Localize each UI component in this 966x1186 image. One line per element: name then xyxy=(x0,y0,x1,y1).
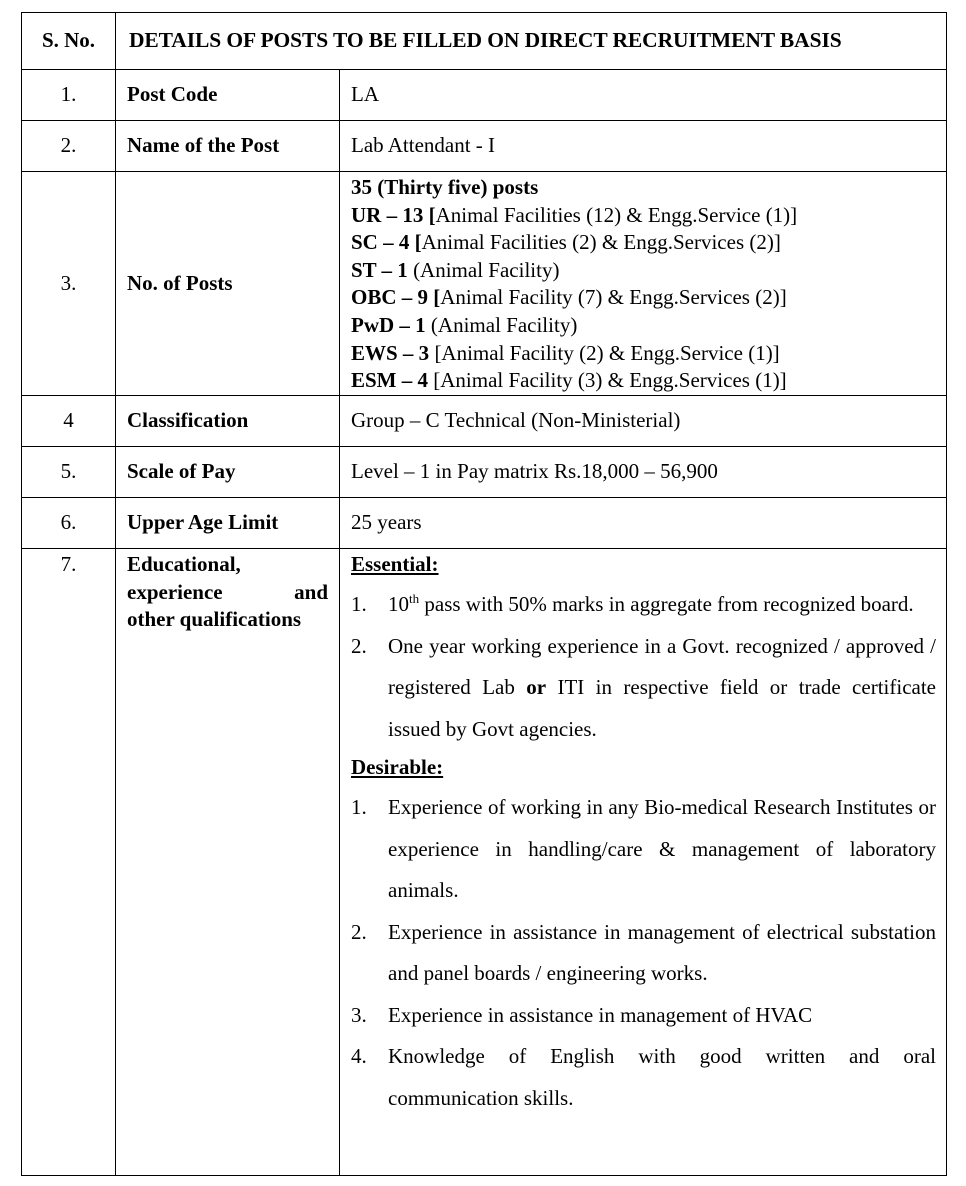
table-row xyxy=(22,121,947,172)
table-row xyxy=(22,172,947,396)
row-label: Scale of Pay xyxy=(116,447,340,498)
list-item: 1. Experience of working in any Bio-medical Research Institutes or experience in handling/care & management of laboratory animals. xyxy=(351,795,936,902)
row-number: 3. xyxy=(22,172,116,396)
row-number: 5. xyxy=(22,447,116,498)
list-item: 2. One year working experience in a Govt. recognized / approved / registered Lab or ITI in respective field or trade certificate issued by Govt agencies. xyxy=(351,633,936,741)
row-number: 4 xyxy=(22,396,116,447)
category-ur: UR – 13 [Animal Facilities (12) & Engg.Service (1)] xyxy=(351,202,798,227)
row-number: 6. xyxy=(22,498,116,549)
essential-list xyxy=(351,584,936,750)
category-ews: EWS – 3 [Animal Facility (2) & Engg.Service (1)] xyxy=(351,340,780,365)
table-row xyxy=(22,447,947,498)
row-label: Upper Age Limit xyxy=(116,498,340,549)
row-label: Post Code xyxy=(116,70,340,121)
row-value: 25 years xyxy=(340,498,947,549)
label-line-2: experience and xyxy=(127,579,328,604)
row-number: 2. xyxy=(22,121,116,172)
row-label: Educational, experience and other qualifications xyxy=(116,549,340,1176)
posts-breakdown xyxy=(340,172,947,396)
category-st: ST – 1 (Animal Facility) xyxy=(351,257,560,282)
list-item: 1. 10th pass with 50% marks in aggregate from recognized board. xyxy=(351,591,914,616)
table-row xyxy=(22,498,947,549)
list-item: 4. Knowledge of English with good written and oral communication skills. xyxy=(351,1044,936,1110)
table-row xyxy=(22,396,947,447)
posts-total: 35 (Thirty five) posts xyxy=(351,175,539,199)
list-item: 2. Experience in assistance in management of electrical substation and panel boards / engineering works. xyxy=(351,919,936,985)
header-row xyxy=(22,13,947,70)
row-label: Classification xyxy=(116,396,340,447)
row-value: Level – 1 in Pay matrix Rs.18,000 – 56,900 xyxy=(340,447,947,498)
category-esm: ESM – 4 [Animal Facility (3) & Engg.Services (1)] xyxy=(351,368,787,393)
desirable-heading: Desirable: xyxy=(351,755,444,779)
qualifications-cell xyxy=(340,549,947,1176)
category-sc: SC – 4 [Animal Facilities (2) & Engg.Services (2)] xyxy=(351,230,781,255)
row-value: Group – C Technical (Non-Ministerial) xyxy=(340,396,947,447)
essential-heading: Essential: xyxy=(351,552,439,576)
row-value: LA xyxy=(340,70,947,121)
table-row xyxy=(22,70,947,121)
row-number: 7. xyxy=(22,549,116,1176)
category-pwd: PwD – 1 (Animal Facility) xyxy=(351,312,578,337)
header-title: DETAILS OF POSTS TO BE FILLED ON DIRECT RECRUITMENT BASIS xyxy=(116,13,947,70)
header-sno: S. No. xyxy=(22,13,116,70)
row-value: Lab Attendant - I xyxy=(340,121,947,172)
list-item: 3. Experience in assistance in management of HVAC xyxy=(351,1002,813,1027)
category-obc: OBC – 9 [Animal Facility (7) & Engg.Services (2)] xyxy=(351,285,787,310)
posts-details-table xyxy=(21,12,947,1176)
table-row xyxy=(22,549,947,1176)
row-label: Name of the Post xyxy=(116,121,340,172)
row-number: 1. xyxy=(22,70,116,121)
row-label: No. of Posts xyxy=(116,172,340,396)
desirable-list xyxy=(351,787,936,1119)
